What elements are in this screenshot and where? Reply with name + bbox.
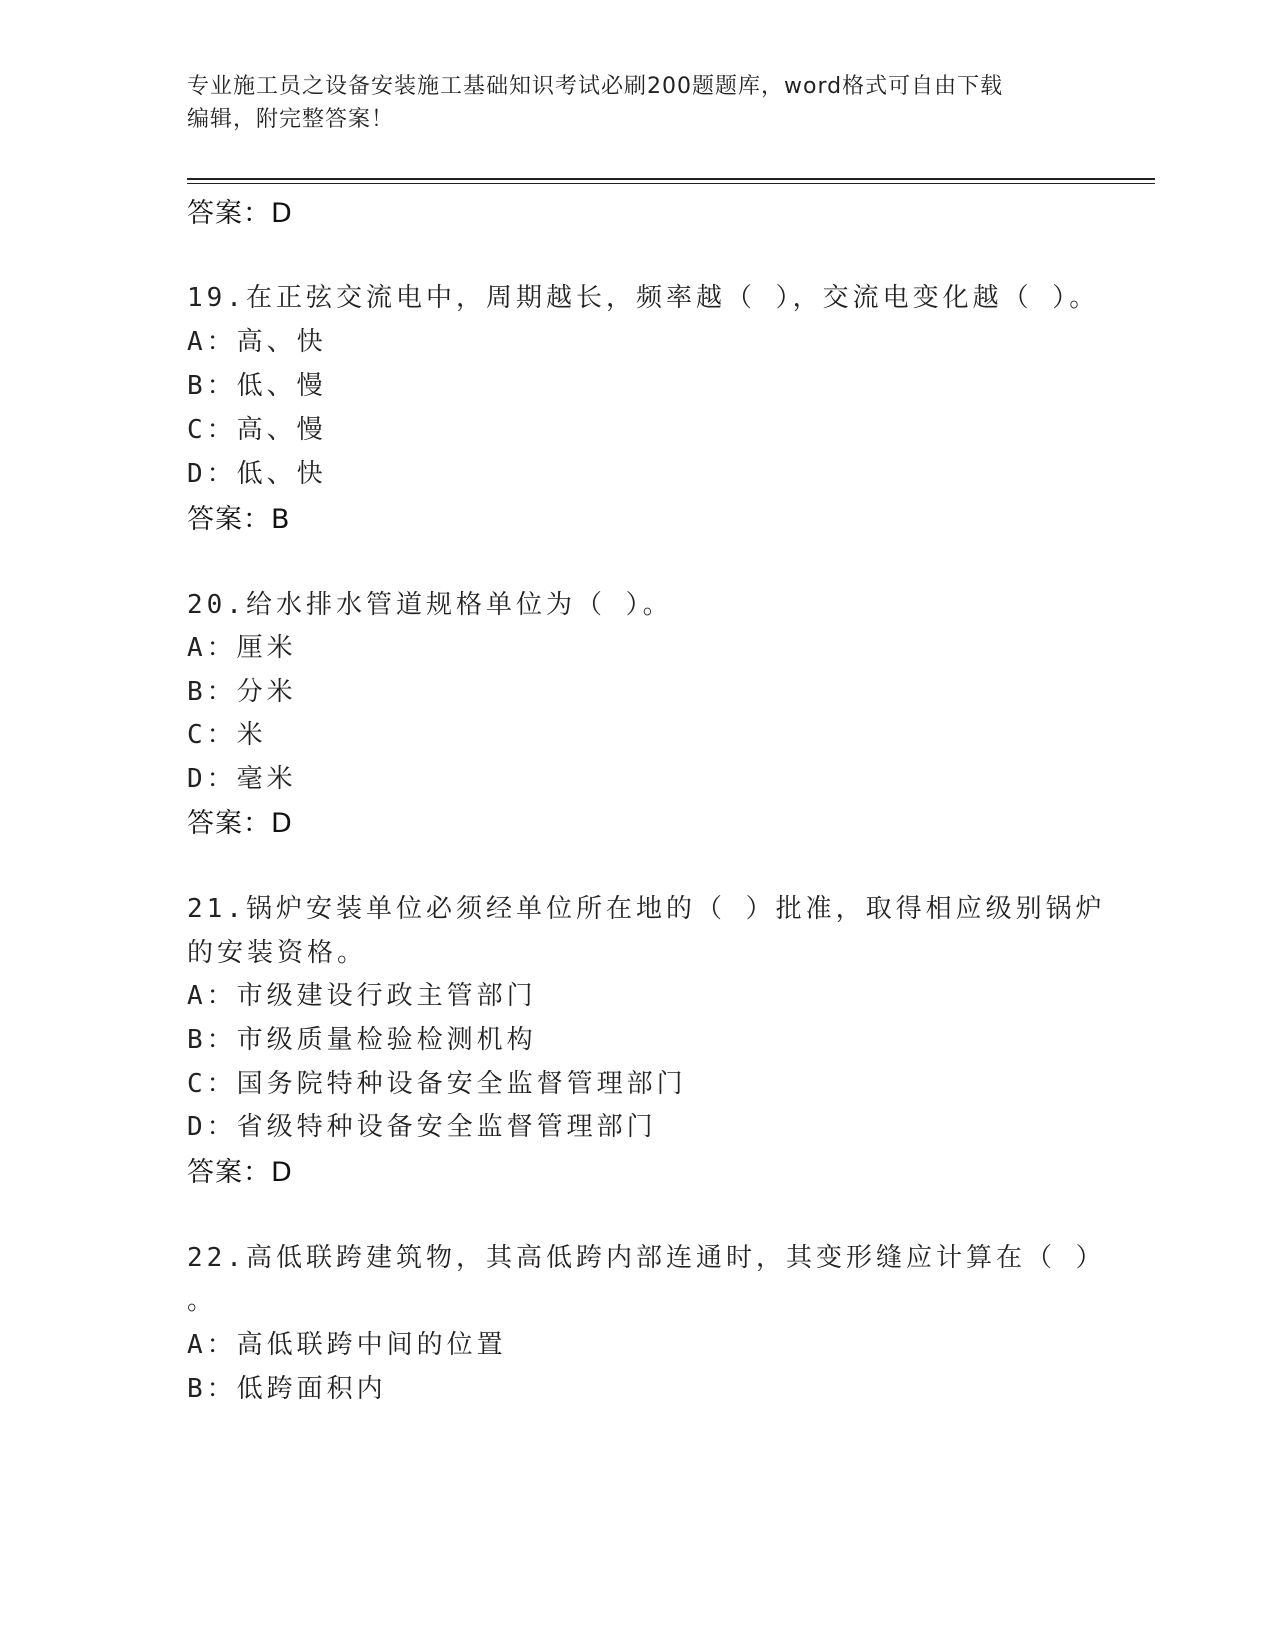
question-19-option-a: A：高、快 bbox=[187, 327, 327, 357]
question-19-option-b: B：低、慢 bbox=[187, 371, 327, 401]
question-22-option-b: B：低跨面积内 bbox=[187, 1374, 387, 1404]
question-20-option-a: A：厘米 bbox=[187, 633, 297, 663]
question-20-answer: 答案：D bbox=[187, 808, 293, 839]
document-header bbox=[187, 70, 1087, 136]
question-22-stem-line2: 。 bbox=[187, 1286, 218, 1316]
header-title-line1: 专业施工员之设备安装施工基础知识考试必刷200题题库，word格式可自由下载 bbox=[187, 74, 1004, 99]
question-19-option-c: C：高、慢 bbox=[187, 415, 327, 445]
question-21-option-a: A：市级建设行政主管部门 bbox=[187, 981, 537, 1011]
question-19-answer: 答案：B bbox=[187, 504, 291, 535]
question-19-stem: 19.在正弦交流电中，周期越长，频率越（ ），交流电变化越（ ）。 bbox=[187, 283, 1100, 313]
question-21-option-c: C：国务院特种设备安全监督管理部门 bbox=[187, 1069, 687, 1099]
header-divider-thick bbox=[187, 178, 1155, 180]
question-20-option-b: B：分米 bbox=[187, 677, 297, 707]
question-21-option-d: D：省级特种设备安全监督管理部门 bbox=[187, 1112, 657, 1142]
question-22-option-a: A：高低联跨中间的位置 bbox=[187, 1330, 507, 1360]
header-title-line2: 编辑，附完整答案！ bbox=[187, 107, 395, 132]
question-22-stem-line1: 22.高低联跨建筑物，其高低跨内部连通时，其变形缝应计算在（ ） bbox=[187, 1243, 1106, 1273]
question-19-option-d: D：低、快 bbox=[187, 459, 327, 489]
question-21-stem-line2: 的安装资格。 bbox=[187, 938, 368, 968]
question-21-answer: 答案：D bbox=[187, 1157, 293, 1188]
previous-answer: 答案：D bbox=[187, 198, 293, 229]
question-20-option-d: D：毫米 bbox=[187, 764, 297, 794]
question-21-option-b: B：市级质量检验检测机构 bbox=[187, 1025, 537, 1055]
question-21-stem-line1: 21.锅炉安装单位必须经单位所在地的（ ）批准，取得相应级别锅炉 bbox=[187, 894, 1106, 924]
header-divider-thin bbox=[187, 183, 1155, 184]
question-20-stem: 20.给水排水管道规格单位为（ ）。 bbox=[187, 590, 673, 620]
question-20-option-c: C：米 bbox=[187, 720, 267, 750]
